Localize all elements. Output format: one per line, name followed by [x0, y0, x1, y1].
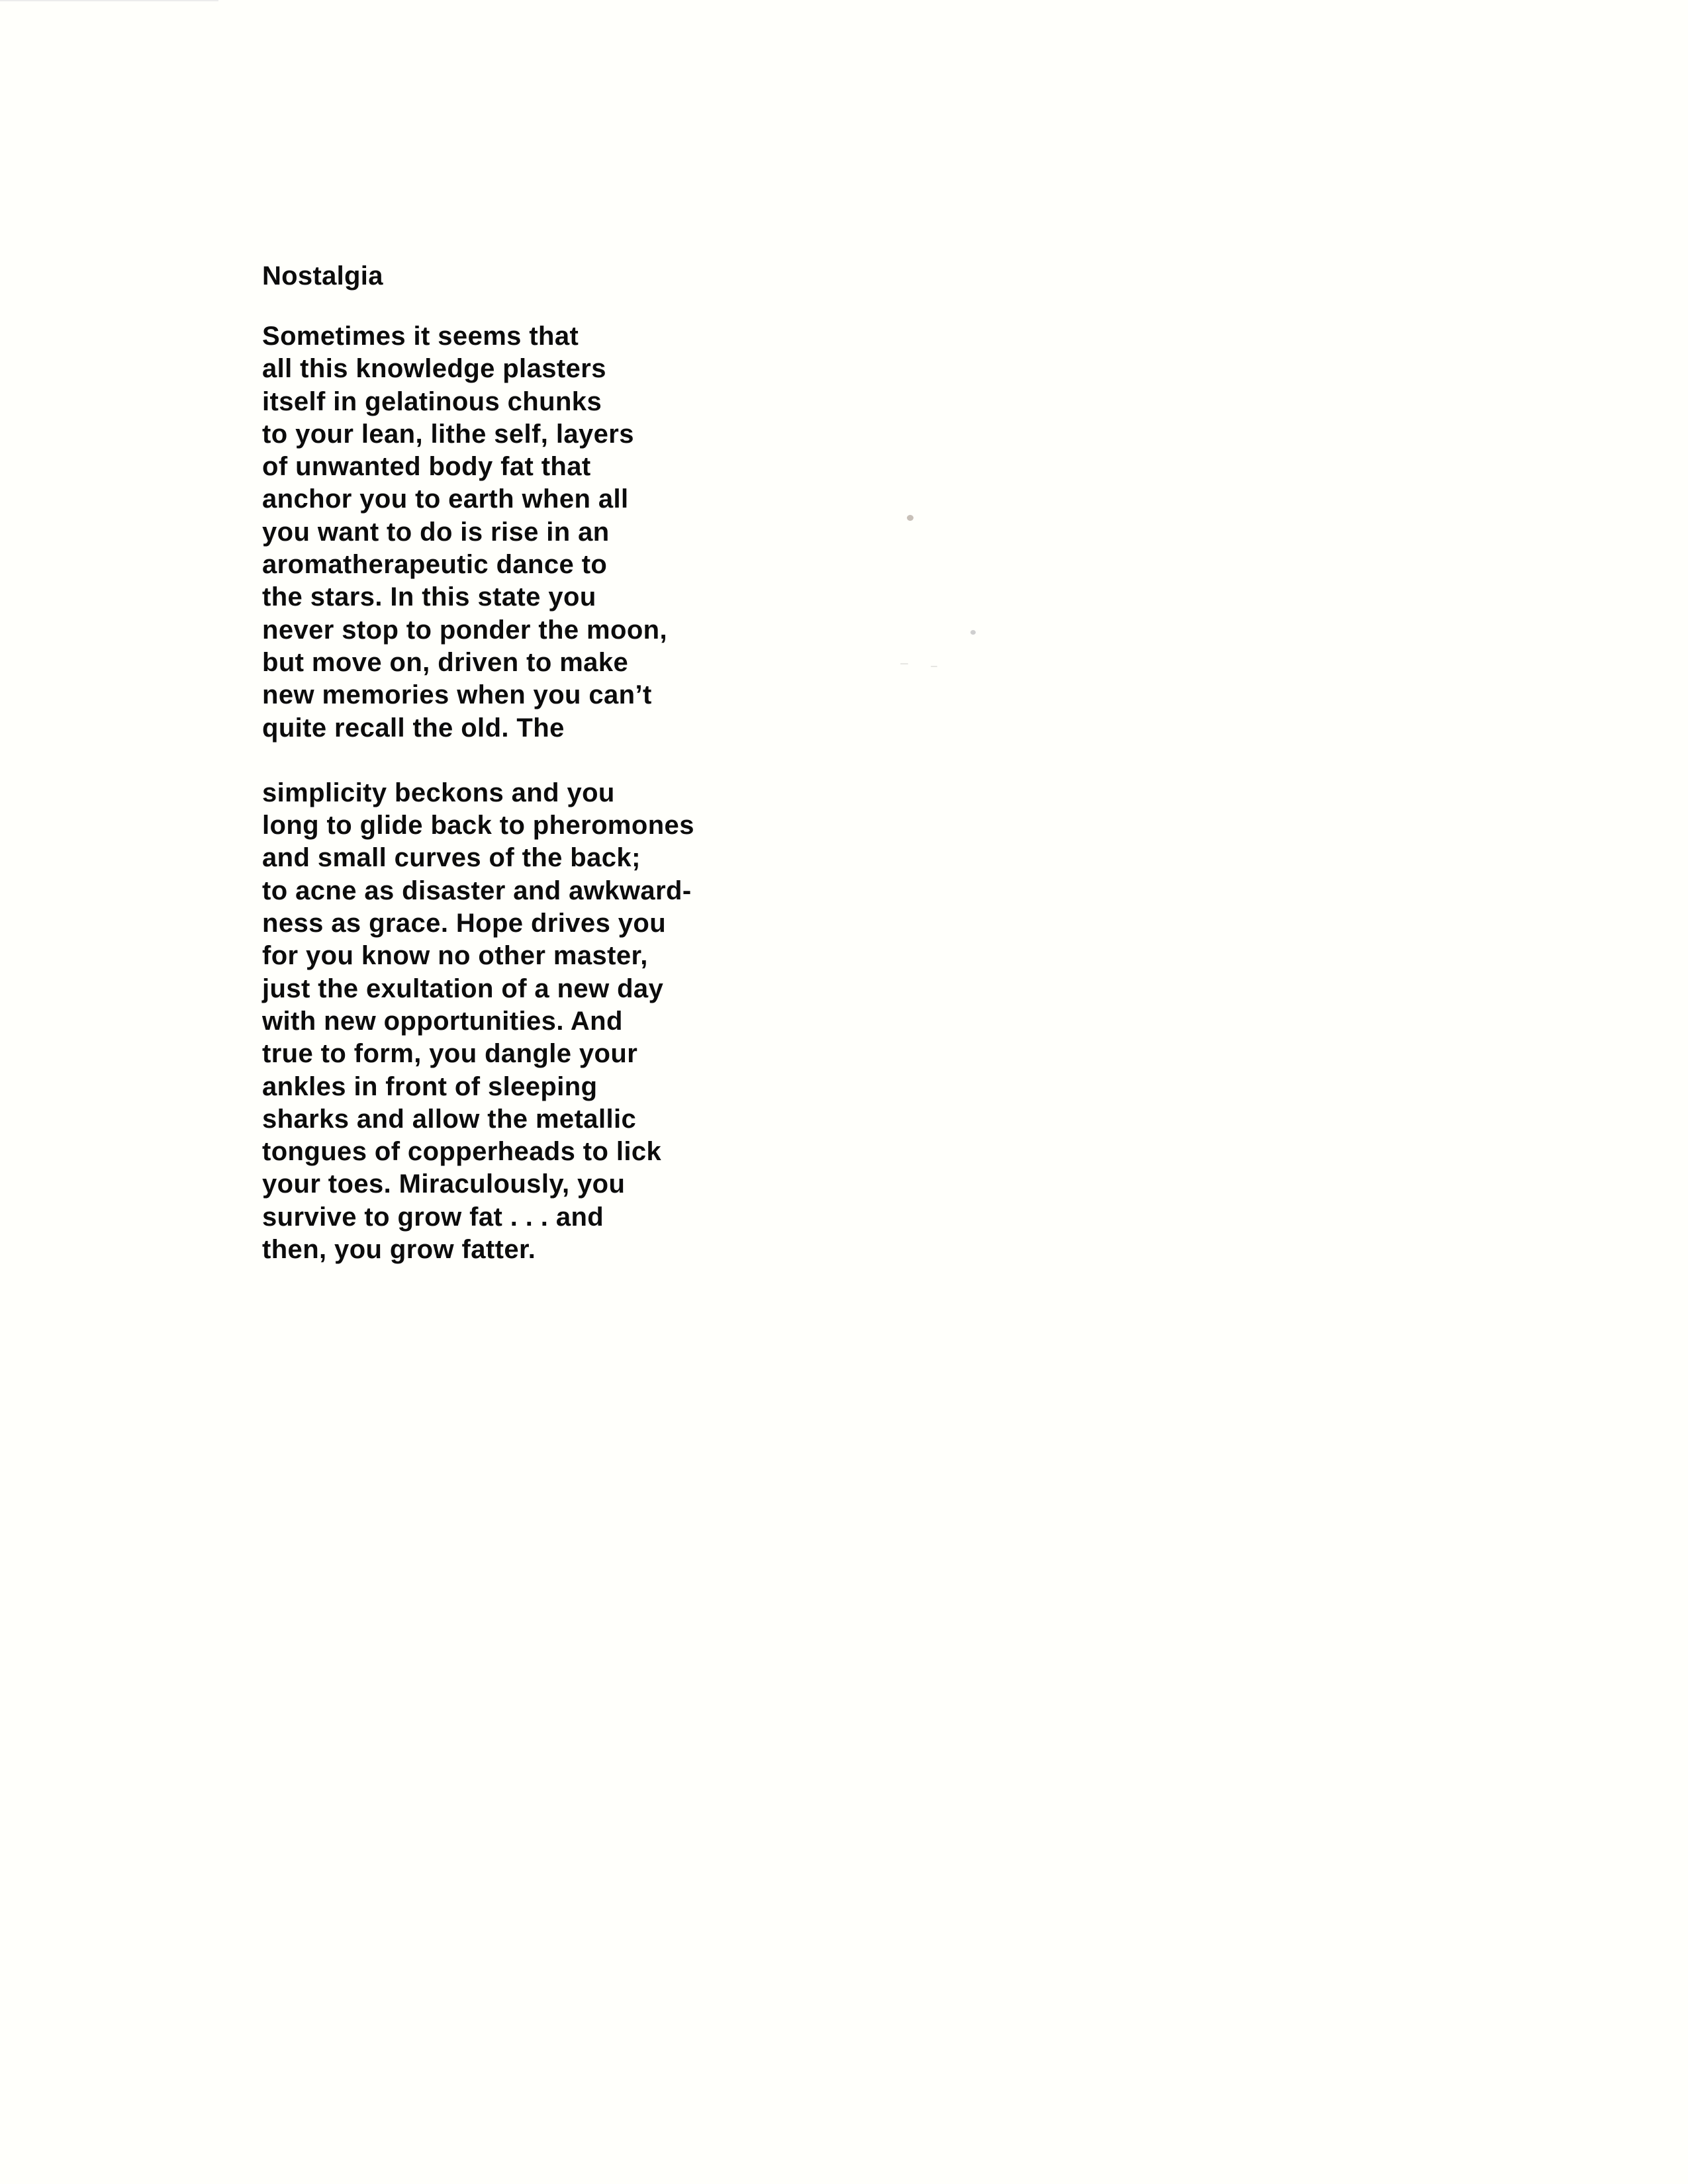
poem-line: aromatherapeutic dance to [262, 550, 608, 580]
poem-line: with new opportunities. And [262, 1006, 623, 1036]
poem-line: Sometimes it seems that [262, 322, 579, 351]
poem-line: survive to grow fat . . . and [262, 1202, 604, 1232]
poem-line: to acne as disaster and awkward- [262, 876, 692, 905]
poem-line: tongues of copperheads to lick [262, 1137, 662, 1167]
poem-line: and small curves of the back; [262, 843, 641, 873]
poem-line: for you know no other master, [262, 941, 648, 971]
poem-line: just the exultation of a new day [262, 974, 664, 1003]
poem-line: of unwanted body fat that [262, 452, 591, 482]
poem-line: simplicity beckons and you [262, 778, 615, 807]
poem-line: long to glide back to pheromones [262, 811, 694, 841]
scan-edge-mark [0, 0, 218, 1]
poem-line: anchor you to earth when all [262, 484, 629, 514]
stanza-1 [262, 320, 858, 745]
poem-line: ness as grace. Hope drives you [262, 909, 667, 938]
paper-speck [907, 515, 914, 521]
poem-line: itself in gelatinous chunks [262, 387, 602, 416]
paper-speck [970, 630, 976, 635]
poem-line: but move on, driven to make [262, 647, 629, 677]
poem-line: ankles in front of sleeping [262, 1071, 598, 1101]
poem-line: never stop to ponder the moon, [262, 615, 668, 645]
poem-line: quite recall the old. The [262, 713, 565, 743]
poem-line: to your lean, lithe self, layers [262, 419, 634, 449]
stanza-2 [262, 777, 858, 1266]
poem-line: your toes. Miraculously, you [262, 1169, 626, 1199]
poem [262, 259, 858, 1266]
poem-line: new memories when you can’t [262, 680, 652, 710]
poem-title: Nostalgia [262, 261, 383, 291]
poem-line: the stars. In this state you [262, 582, 596, 612]
poem-line: then, you grow fatter. [262, 1235, 536, 1265]
paper-speck [900, 663, 908, 664]
poem-line: all this knowledge plasters [262, 354, 606, 384]
poem-line: you want to do is rise in an [262, 517, 610, 547]
paper-speck [931, 666, 937, 667]
poem-line: sharks and allow the metallic [262, 1104, 637, 1134]
poem-line: true to form, you dangle your [262, 1039, 638, 1069]
